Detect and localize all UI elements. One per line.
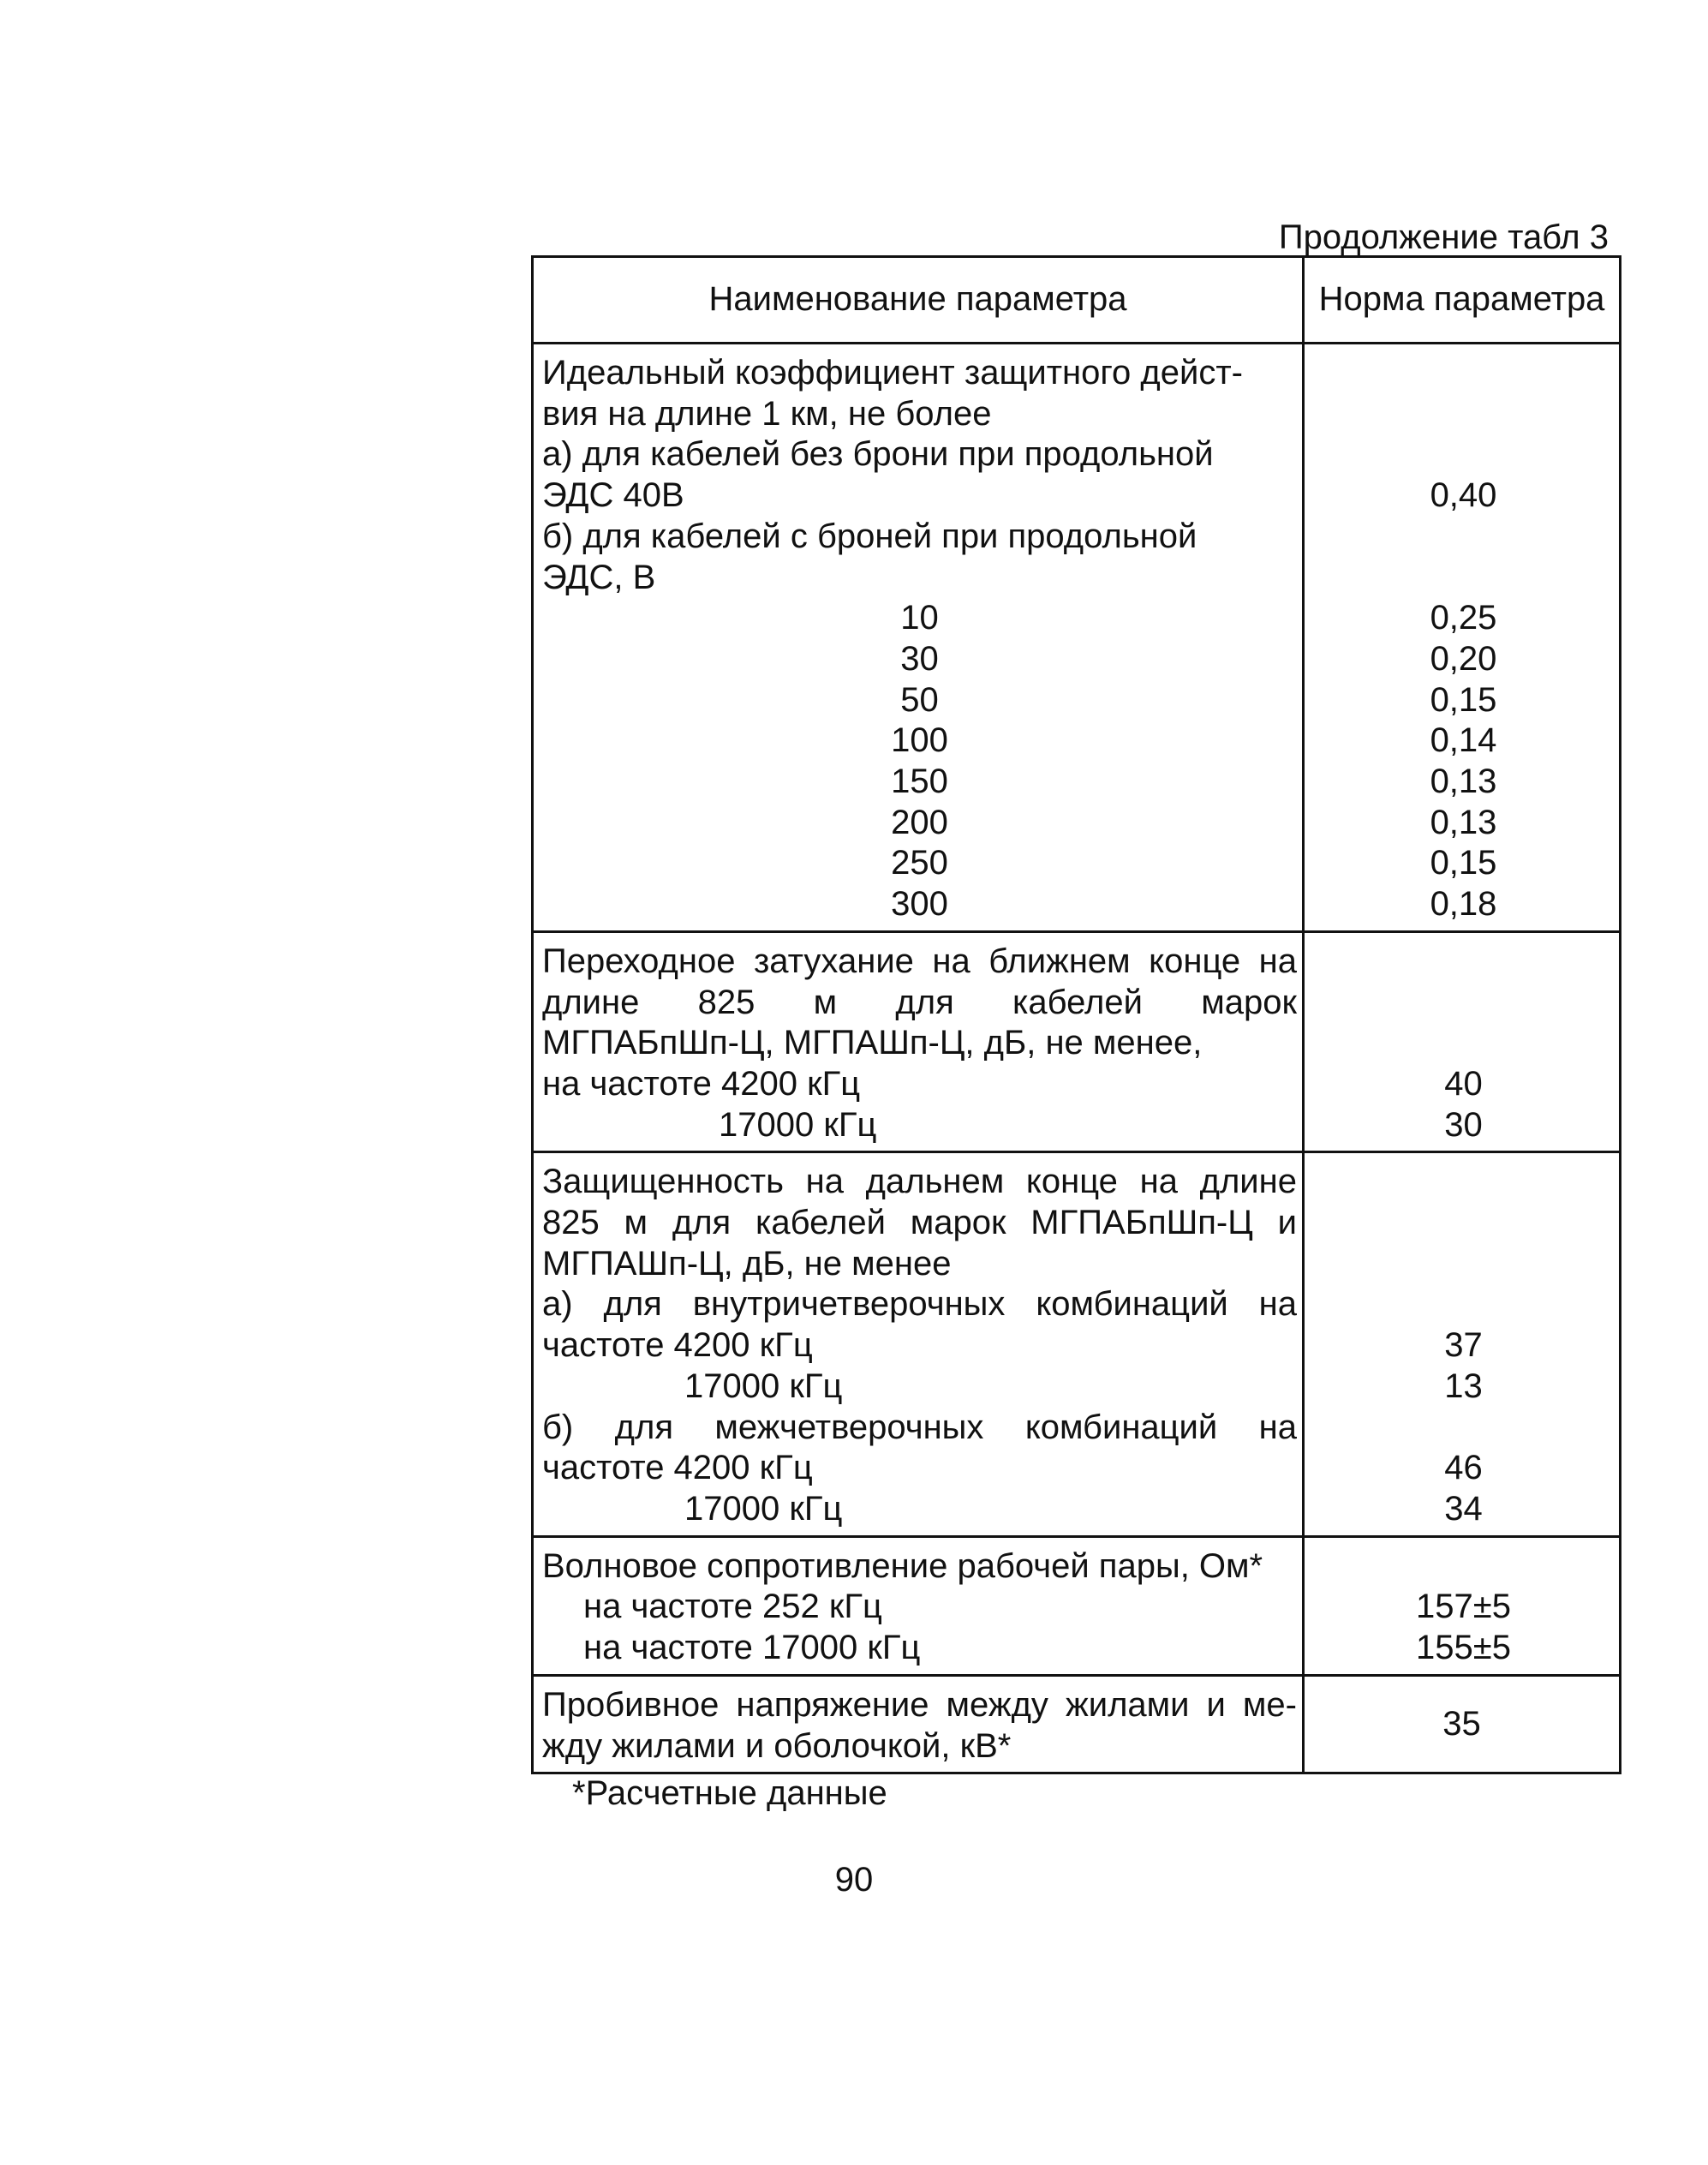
table-row: [533, 1536, 1621, 1675]
row2-name-cell: [533, 931, 1304, 1152]
voltage-value: 300: [891, 885, 948, 924]
row4-norm-cell: [1304, 1536, 1621, 1675]
row1-line: ЭДС, В: [542, 558, 656, 596]
norm-value: 0,40: [1430, 476, 1497, 515]
norm-value: 0,13: [1430, 803, 1497, 841]
voltage-value: 200: [891, 803, 948, 841]
table-row: [533, 931, 1621, 1152]
row1-name-cell: [533, 344, 1304, 932]
row3-name-cell: [533, 1152, 1304, 1536]
voltage-value: 250: [891, 844, 948, 882]
norm-value: 0,13: [1430, 762, 1497, 800]
row3-line: б) для межчетверочных комбинаций на: [542, 1408, 1297, 1446]
norm-value: 0,15: [1430, 680, 1497, 719]
voltage-value: 150: [891, 763, 948, 801]
row3-line: частоте 4200 кГц: [542, 1326, 813, 1365]
header-parameter-norm: Норма параметра: [1304, 257, 1621, 344]
norm-value: 155±5: [1416, 1629, 1511, 1667]
parameters-table: [531, 255, 1621, 1774]
norm-value: 0,18: [1430, 885, 1497, 924]
row1-line: а) для кабелей без брони при продольной: [542, 435, 1214, 474]
voltage-value: 30: [900, 639, 939, 678]
row2-line: 17000 кГц: [719, 1105, 877, 1144]
row2-line: Переходное затухание на ближнем конце на: [542, 942, 1297, 980]
row1-line: вия на длине 1 км, не более: [542, 394, 992, 433]
norm-value: 157±5: [1416, 1588, 1511, 1626]
norm-value: 40: [1444, 1064, 1483, 1103]
row3-line: 17000 кГц: [684, 1367, 843, 1405]
norm-value: 37: [1444, 1326, 1483, 1365]
voltage-list: [542, 598, 1297, 925]
row1-norm-cell: [1304, 344, 1621, 932]
row3-line: 17000 кГц: [684, 1489, 843, 1528]
row4-line: на частоте 252 кГц: [583, 1588, 882, 1626]
row3-line: Защищенность на дальнем конце на длине: [542, 1163, 1297, 1201]
row1-line: ЭДС 40В: [542, 476, 684, 515]
row2-line: МГПАБпШп-Ц, МГПАШп-Ц, дБ, не менее,: [542, 1024, 1203, 1062]
norm-value: 30: [1444, 1105, 1483, 1144]
row5-norm-cell: 35: [1304, 1675, 1621, 1773]
row3-line: а) для внутричетверочных комбинаций на: [542, 1285, 1297, 1324]
voltage-value: 10: [900, 599, 939, 637]
row4-line: на частоте 17000 кГц: [583, 1629, 921, 1667]
row2-line: длине 825 м для кабелей марок: [542, 983, 1297, 1021]
table-header-row: [533, 257, 1621, 344]
footnote: *Расчетные данные: [572, 1774, 887, 1812]
row1-line: Идеальный коэффициент защитного дейст-: [542, 354, 1243, 392]
row5-line: жду жилами и оболочкой, кВ*: [542, 1726, 1012, 1765]
norm-value: 46: [1444, 1449, 1483, 1487]
row3-line: МГПАШп-Ц, дБ, не менее: [542, 1244, 952, 1283]
voltage-value: 100: [891, 721, 948, 760]
norm-value: 0,15: [1430, 844, 1497, 882]
norm-value: 0,20: [1430, 639, 1497, 678]
norm-value: 13: [1444, 1367, 1483, 1405]
table-caption: Продолжение табл 3: [1278, 218, 1609, 256]
row5-line: Пробивное напряжение между жилами и ме-: [542, 1685, 1297, 1724]
page-number: 90: [834, 1861, 874, 1899]
norm-value: 34: [1444, 1489, 1483, 1528]
row1-line: б) для кабелей с броней при продольной: [542, 517, 1197, 555]
row3-line: частоте 4200 кГц: [542, 1449, 813, 1487]
table-row: [533, 344, 1621, 932]
norm-value: 0,14: [1430, 721, 1497, 760]
table-row: [533, 1152, 1621, 1536]
row4-line: Волновое сопротивление рабочей пары, Ом*: [542, 1546, 1263, 1585]
norm-value: 0,25: [1430, 599, 1497, 637]
row5-name-cell: [533, 1675, 1304, 1773]
voltage-value: 50: [900, 680, 939, 719]
row3-line: 825 м для кабелей марок МГПАБпШп-Ц и: [542, 1204, 1297, 1242]
row4-name-cell: [533, 1536, 1304, 1675]
row2-line: на частоте 4200 кГц: [542, 1064, 861, 1103]
header-parameter-name: Наименование параметра: [533, 257, 1304, 344]
row3-norm-cell: [1304, 1152, 1621, 1536]
row2-norm-cell: [1304, 931, 1621, 1152]
table-row: [533, 1675, 1621, 1773]
